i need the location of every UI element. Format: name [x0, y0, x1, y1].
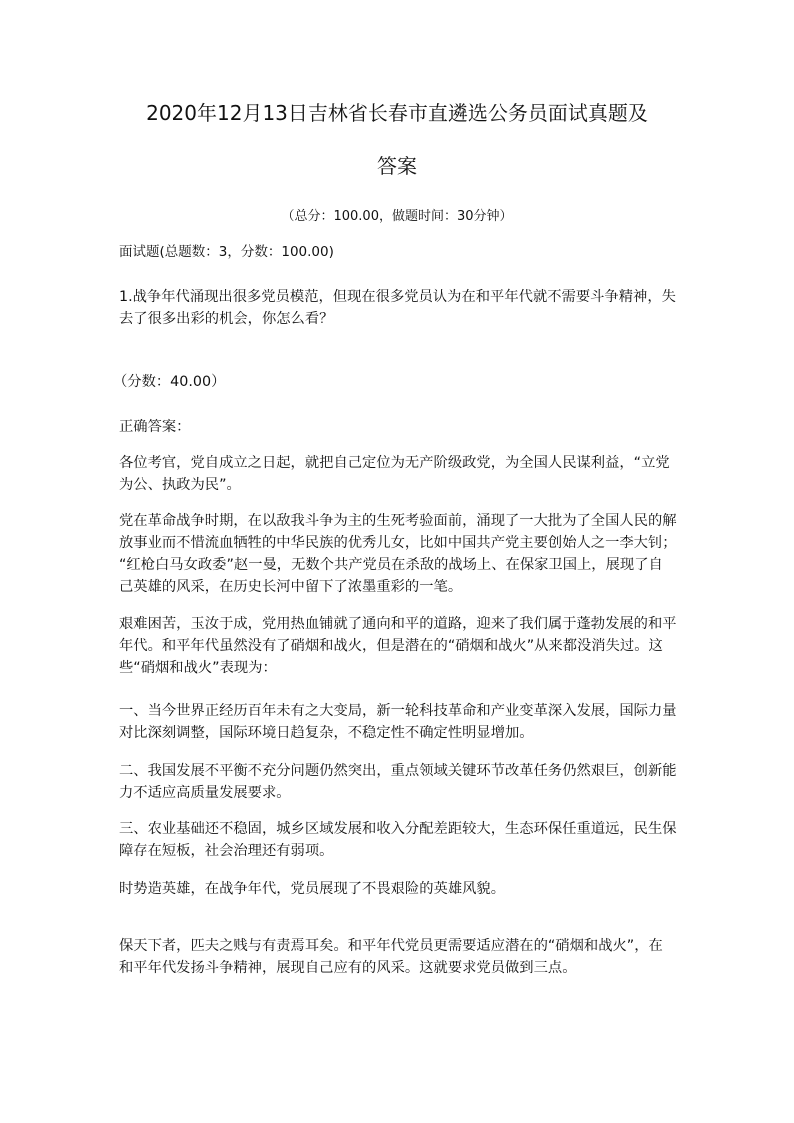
answer-line: 艰难困苦，玉汝于成，党用热血铺就了通向和平的道路，迎来了我们属于蓬勃发展的和平: [119, 616, 677, 632]
section-header: 面试题(总题数：3，分数：100.00): [119, 244, 334, 260]
answer-line: 年代。和平年代虽然没有了硝烟和战火，但是潜在的“硝烟和战火”从来都没消失过。这: [119, 638, 663, 654]
answer-line: 放事业而不惜流血牺牲的中华民族的优秀儿女，比如中国共产党主要创始人之一李大钊；: [119, 535, 677, 551]
answer-paragraph: [119, 510, 679, 598]
answer-line: 时势造英雄，在战争年代，党员展现了不畏艰险的英雄风貌。: [119, 881, 506, 897]
question-text: [119, 286, 679, 330]
document-title-line1: 2020年12月13日吉林省长春市直遴选公务员面试真题及: [146, 101, 648, 125]
answer-line: 为公、执政为民”。: [119, 477, 241, 493]
answer-line: 党在革命战争时期，在以敌我斗争为主的生死考验面前，涌现了一大批为了全国人民的解: [119, 513, 677, 529]
answer-line: 些“硝烟和战火”表现为：: [119, 660, 277, 676]
answer-line: 障存在短板，社会治理还有弱项。: [119, 843, 334, 859]
document-title-line2: 答案: [377, 154, 417, 178]
question-line: 1.战争年代涌现出很多党员模范，但现在很多党员认为在和平年代就不需要斗争精神，失: [119, 289, 676, 305]
answer-line: 对比深刻调整，国际环境日趋复杂，不稳定性不确定性明显增加。: [119, 725, 534, 741]
answer-paragraph: [119, 700, 679, 744]
answer-line: 和平年代发扬斗争精神，展现自己应有的风采。这就要求党员做到三点。: [119, 960, 577, 976]
answer-label: 正确答案：: [119, 419, 191, 435]
answer-line: 己英雄的风采，在历史长河中留下了浓墨重彩的一笔。: [119, 579, 463, 595]
answer-line: 保天下者，匹夫之贱与有责焉耳矣。和平年代党员更需要适应潜在的“硝烟和战火”，在: [119, 938, 663, 954]
answer-paragraph: [119, 878, 679, 900]
answer-paragraph: [119, 613, 679, 679]
answer-paragraph: [119, 760, 679, 804]
question-line: 去了很多出彩的机会，你怎么看？: [119, 311, 334, 327]
answer-line: 力不适应高质量发展要求。: [119, 785, 291, 801]
exam-meta: （总分：100.00，做题时间：30分钟）: [281, 209, 513, 224]
answer-line: 三、农业基础还不稳固，城乡区域发展和收入分配差距较大，生态环保任重道远，民生保: [119, 821, 677, 837]
answer-line: “红枪白马女政委”赵一曼，无数个共产党员在杀敌的战场上、在保家卫国上，展现了自: [119, 557, 663, 573]
answer-line: 一、当今世界正经历百年未有之大变局，新一轮科技革命和产业变革深入发展，国际力量: [119, 703, 677, 719]
answer-paragraph: [119, 935, 679, 979]
answer-line: 各位考官，党自成立之日起，就把自己定位为无产阶级政党，为全国人民谋利益，“立党: [119, 455, 670, 471]
answer-line: 二、我国发展不平衡不充分问题仍然突出，重点领域关键环节改革任务仍然艰巨，创新能: [119, 763, 677, 779]
answer-paragraph: [119, 818, 679, 862]
question-score: （分数：40.00）: [113, 374, 226, 390]
answer-paragraph: [119, 452, 679, 496]
